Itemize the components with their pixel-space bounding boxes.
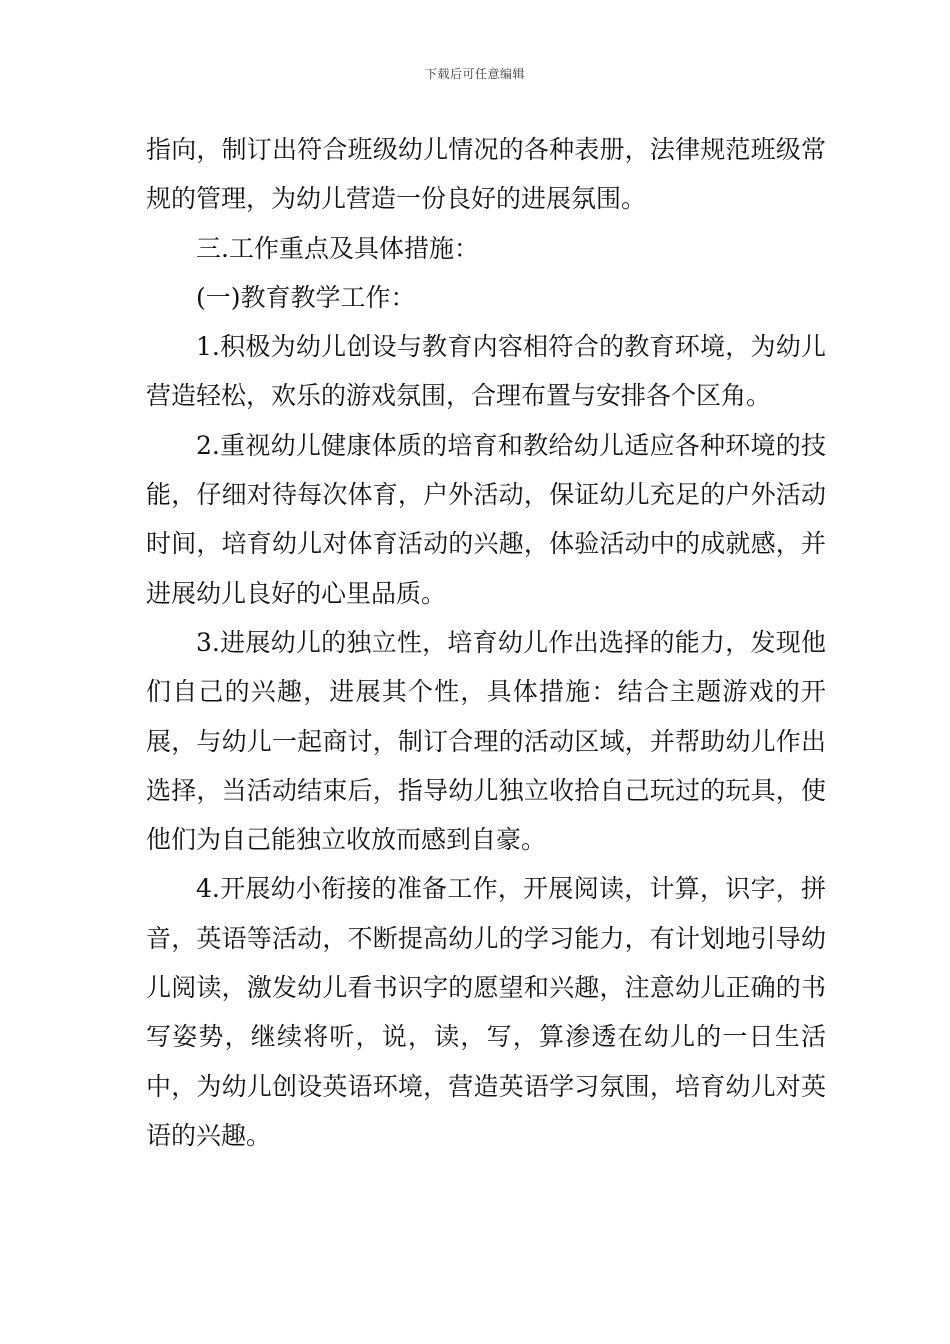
list-item-2: 2.重视幼儿健康体质的培育和教给幼儿适应各种环境的技能，仔细对待每次体育，户外活动，保证幼儿充足的户外活动时间，培育幼儿对体育活动的兴趣，体验活动中的成就感，并进展幼儿良好的心里品质。	[146, 430, 826, 608]
list-item-1: 1.积极为幼儿创设与教育内容相符合的教育环境，为幼儿营造轻松，欢乐的游戏氛围，合理布置与安排各个区角。	[146, 332, 826, 411]
section-heading-work-focus: 三.工作重点及具体措施：	[196, 233, 479, 263]
list-item-4: 4.开展幼小衔接的准备工作，开展阅读，计算，识字，拼音，英语等活动，不断提高幼儿的学习能力，有计划地引导幼儿阅读，激发幼儿看书识字的愿望和兴趣，注意幼儿正确的书写姿势，继续将听，说，读，写，算渗透在幼儿的一日生活中，为幼儿创设英语环境，营造英语学习氛围，培育幼儿对英语的兴趣。	[146, 874, 826, 1150]
paragraph-continued: 指向，制订出符合班级幼儿情况的各种表册，法律规范班级常规的管理，为幼儿营造一份良好的进展氛围。	[146, 135, 826, 214]
list-item-3: 3.进展幼儿的独立性，培育幼儿作出选择的能力，发现他们自己的兴趣，进展其个性，具体措施：结合主题游戏的开展，与幼儿一起商讨，制订合理的活动区域，并帮助幼儿作出选择，当活动结束后，指导幼儿独立收拾自己玩过的玩具，使他们为自己能独立收放而感到自豪。	[146, 627, 826, 855]
document-body	[146, 125, 826, 1160]
subsection-heading-teaching: (一)教育教学工作：	[196, 282, 416, 312]
page-header: 下载后可任意编辑	[424, 67, 525, 81]
